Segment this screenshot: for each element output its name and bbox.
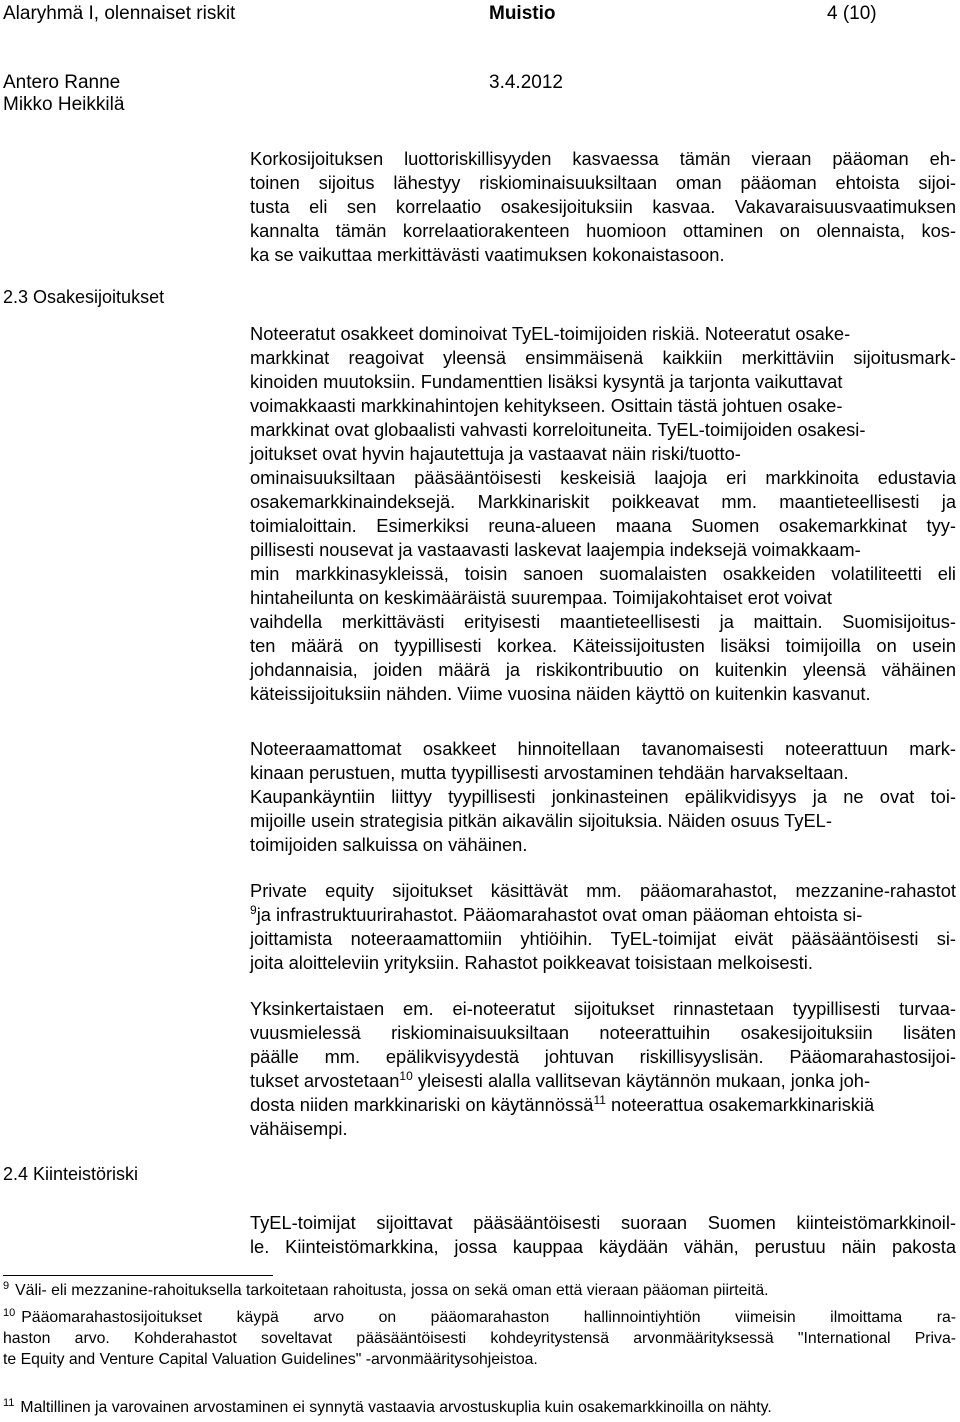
footnote-ref-9[interactable]: 9 bbox=[250, 903, 257, 917]
footnote-divider bbox=[3, 1275, 273, 1276]
footnote-10 bbox=[3, 1307, 956, 1370]
footnote-number: 11 bbox=[3, 1397, 15, 1409]
text-line: Noteeraamattomat osakkeet hinnoitellaan tavanomaisesti noteerattuun mark- bbox=[250, 738, 956, 759]
author-name: Antero Ranne bbox=[3, 72, 121, 93]
text-line: joittamista noteeraamattomiin yhtiöihin. TyEL-toimijat eivät pääsääntöisesti si- bbox=[250, 928, 956, 949]
text-line: pillisesti nousevat ja vastaavasti laskevat laajempia indeksejä voimakkaam- bbox=[250, 539, 861, 560]
footnote-number: 9 bbox=[3, 1280, 10, 1292]
paragraph-unlisted-equities bbox=[250, 737, 956, 857]
text-line: ka se vaikuttaa merkittävästi vaatimuksen kokonaistasoon. bbox=[250, 244, 725, 265]
footnote-text: haston arvo. Kohderahastot soveltavat pääsääntöisesti kohdeyritystensä arvonmäärityksessä "International Priva- bbox=[3, 1330, 956, 1347]
page-indicator: 4 (10) bbox=[827, 3, 877, 24]
text-line: markkinat ovat globaalisti vahvasti korreloituneita. TyEL-toimijoiden osakesi- bbox=[250, 419, 866, 440]
text-line: $^9$ja infrastruktuurirahastot. Pääomarahastot ovat oman pääoman ehtoista si- bbox=[250, 903, 863, 925]
text-line: toinen sijoitus lähestyy riskiominaisuuksiltaan oman pääoman ehtoista sijoi- bbox=[250, 172, 956, 193]
text-line: mijoille usein strategisia pitkän aikavälin sijoituksia. Näiden osuus TyEL- bbox=[250, 810, 832, 831]
text-line: TyEL-toimijat sijoittavat pääsääntöisesti suoraan Suomen kiinteistömarkkinoil- bbox=[250, 1212, 956, 1233]
text-line: voimakkaasti markkinahintojen kehitykseen. Osittain tästä johtuen osake- bbox=[250, 395, 843, 416]
text-line: osakemarkkinaindeksejä. Markkinariskit poikkeavat mm. maantieteellisesti ja bbox=[250, 491, 956, 512]
footnote-text: te Equity and Venture Capital Valuation Guidelines" -arvonmääritysohjeistoa. bbox=[3, 1351, 538, 1368]
text-line: tukset arvostetaan$^{10}$ yleisesti alalla vallitsevan käytännön mukaan, jonka joh- bbox=[250, 1069, 871, 1091]
footnote-ref-10[interactable]: 10 bbox=[399, 1069, 413, 1083]
document-date: 3.4.2012 bbox=[489, 72, 563, 93]
text-line: joitukset ovat hyvin hajautettuja ja vastaavat näin riski/tuotto- bbox=[250, 443, 741, 464]
paragraph-simplification bbox=[250, 997, 956, 1141]
footnote-text: Pääomarahastosijoitukset käypä arvo on pääomarahaston hallinnointiyhtiön viimeisin ilmoittama ra- bbox=[21, 1309, 956, 1326]
text-line: kinoiden muutoksiin. Fundamenttien lisäksi kysyntä ja tarjonta vaikuttavat bbox=[250, 371, 843, 392]
text-line: dosta niiden markkinariski on käytännössä$^{11}$ noteerattua osakemarkkinariskiä bbox=[250, 1093, 875, 1115]
document-type: Muistio bbox=[489, 3, 556, 24]
text-line: tusta eli sen korrelaatio osakesijoituksiin kasvaa. Vakavaraisuusvaatimuksen bbox=[250, 196, 956, 217]
text-line: toimialoittain. Esimerkiksi reuna-alueen maana Suomen osakemarkkinat tyy- bbox=[250, 515, 956, 536]
text-line: vuusmielessä riskiominaisuuksiltaan noteerattuihin osakesijoituksiin lisäten bbox=[250, 1022, 956, 1043]
text-line: ten määrä on tyypillisesti korkea. Käteissijoitusten lisäksi toimijoilla on usein bbox=[250, 635, 956, 656]
text-line: käteissijoituksiin nähden. Viime vuosina näiden käyttö on kuitenkin kasvanut. bbox=[250, 683, 871, 704]
paragraph-listed-equities bbox=[250, 322, 956, 706]
author-name: Mikko Heikkilä bbox=[3, 94, 125, 115]
section-heading-osakesijoitukset: 2.3 Osakesijoitukset bbox=[3, 287, 165, 307]
footnote-ref-11[interactable]: 11 bbox=[593, 1093, 606, 1107]
text-line: hintaheilunta on keskimääräistä suurempaa. Toimijakohtaiset erot voivat bbox=[250, 587, 832, 608]
text-line: le. Kiinteistömarkkina, jossa kauppaa käydään vähän, perustuu näin pakosta bbox=[250, 1236, 956, 1257]
text-line: vähäisempi. bbox=[250, 1118, 348, 1139]
text-line: Private equity sijoitukset käsittävät mm. pääomarahastot, mezzanine-rahastot bbox=[250, 880, 956, 901]
footnote-number: 10 bbox=[3, 1307, 16, 1319]
text-line: markkinat reagoivat yleensä ensimmäisenä kaikkiin merkittäviin sijoitusmark- bbox=[250, 347, 956, 368]
text-line: johdannaisia, joiden määrä ja riskikontribuutio on kuitenkin yleensä vähäinen bbox=[250, 659, 956, 680]
paragraph-real-estate bbox=[250, 1211, 956, 1259]
footnote-text: Maltillinen ja varovainen arvostaminen ei synnytä vastaavia arvostuskuplia kuin osakemarkkinoilla on nähty. bbox=[20, 1399, 772, 1416]
paragraph-correlation bbox=[250, 147, 956, 267]
text-line: ominaisuuksiltaan pääsääntöisesti keskeisiä laajoja eri markkinoita edustavia bbox=[250, 467, 956, 488]
text-line: min markkinasykleissä, toisin sanoen suomalaisten osakkeiden volatiliteetti eli bbox=[250, 563, 956, 584]
footnote-9 bbox=[3, 1280, 956, 1301]
section-heading-kiinteistoriski: 2.4 Kiinteistöriski bbox=[3, 1164, 139, 1184]
text-line: toimijoiden salkuissa on vähäinen. bbox=[250, 834, 528, 855]
text-line: päälle mm. epälikvisyydestä johtuvan riskillisyyslisän. Pääomarahastosijoi- bbox=[250, 1046, 956, 1067]
text-line: kinaan perustuen, mutta tyypillisesti arvostaminen tehdään harvakseltaan. bbox=[250, 762, 849, 783]
text-line: Kaupankäyntiin liittyy tyypillisesti jonkinasteinen epälikvidisyys ja ne ovat toi- bbox=[250, 786, 956, 807]
text-line: Yksinkertaistaen em. ei-noteeratut sijoitukset rinnastetaan tyypillisesti turvaa- bbox=[250, 998, 956, 1019]
text-line: Korkosijoituksen luottoriskillisyyden kasvaessa tämän vieraan pääoman eh- bbox=[250, 148, 956, 169]
footnote-11 bbox=[3, 1397, 956, 1418]
text-line: vaihdella merkittävästi erityisesti maantieteellisesti ja maittain. Suomisijoitus- bbox=[250, 611, 956, 632]
document-group-title: Alaryhmä I, olennaiset riskit bbox=[3, 3, 236, 24]
text-line: joita aloitteleviin yrityksiin. Rahastot poikkeavat toisistaan melkoisesti. bbox=[250, 952, 813, 973]
paragraph-private-equity bbox=[250, 879, 956, 975]
text-line: Noteeratut osakkeet dominoivat TyEL-toimijoiden riskiä. Noteeratut osake- bbox=[250, 323, 851, 344]
text-line: kannalta tämän korrelaatiorakenteen huomioon ottaminen on olennaista, kos- bbox=[250, 220, 956, 241]
footnote-text: Väli- eli mezzanine-rahoituksella tarkoitetaan rahoitusta, jossa on sekä oman että vieraan pääoman piirteitä. bbox=[15, 1282, 769, 1299]
